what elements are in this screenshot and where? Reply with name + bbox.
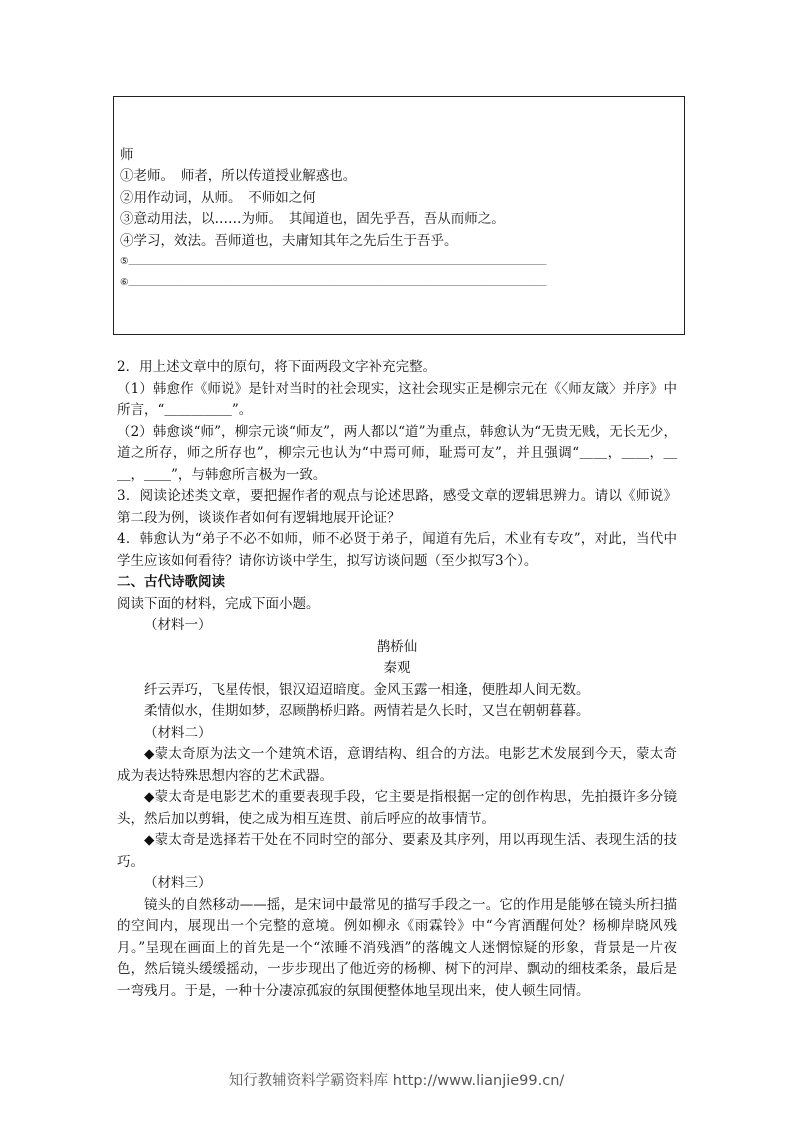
material-2-label: （材料二） bbox=[144, 724, 212, 741]
question-2: 2．用上述文章中的原句，将下面两段文字补充完整。 bbox=[117, 359, 437, 375]
poem-line: 纤云弄巧，飞星传恨，银汉迢迢暗度。金风玉露一相逢，便胜却人间无数。 bbox=[144, 681, 590, 698]
definition-line: ②用作动词，从师。 不师如之何 bbox=[120, 190, 316, 206]
question-3: 3．阅读论述类文章，要把握作者的观点与论述思路，感受文章的逻辑思辨力。请以《师说》第二段为例，谈谈作者如何有逻辑地展开论证？ bbox=[117, 488, 677, 526]
material-2-item: ◆蒙太奇是选择若干处在不同时空的部分、要素及其序列，用以再现生活、表现生活的技巧。 bbox=[117, 832, 677, 870]
poem-line: 柔情似水，佳期如梦，忍顾鹊桥归路。两情若是久长时，又岂在朝朝暮暮。 bbox=[144, 703, 590, 719]
question-4: 4．韩愈认为“弟子不必不如师，师不必贤于弟子，闻道有先后，术业有专攻”，对此，当代中学生应该如何看待？请你访谈中学生，拟写访谈问题（至少拟写3个）。 bbox=[117, 531, 677, 569]
section-instruction: 阅读下面的材料，完成下面小题。 bbox=[117, 595, 320, 612]
material-2-item: ◆蒙太奇是电影艺术的重要表现手段，它主要是指根据一定的创作构思，先拍摄许多分镜头，然后加以剪辑，使之成为相互连贯、前后呼应的故事情节。 bbox=[117, 789, 677, 827]
definition-line: ①老师。 师者，所以传道授业解惑也。 bbox=[120, 168, 357, 184]
section-title: 二、古代诗歌阅读 bbox=[117, 574, 225, 590]
definition-box bbox=[113, 96, 685, 335]
box-heading: 师 bbox=[120, 147, 134, 163]
main-content bbox=[117, 357, 677, 1002]
definition-line: ④学习，效法。吾师道也，夫庸知其年之先后生于吾乎。 bbox=[120, 233, 458, 249]
poem-title: 鹊桥仙 bbox=[376, 638, 418, 655]
material-3-text: 镜头的自然移动——摇，是宋词中最常见的描写手段之一。它的作用是能够在镜头所扫描的空间内，展现出一个完整的意境。例如柳永《雨霖铃》中“今宵酒醒何处？杨柳岸晓风残月。”呈现在画面上的首先是一个“浓睡不消残酒”的落魄文人迷惘惊疑的形象，背景是一片夜色，然后镜头缓缓摇动，一步步现出了他近旁的杨柳、树下的河岸、飘动的细枝柔条，最后是一弯残月。于是，一种十分凄凉孤寂的氛围便整体地呈现出来，使人顿生同情。 bbox=[117, 896, 677, 999]
footer-watermark: 知行教辅资料学霸资料库 http://www.lianjie99.cn/ bbox=[228, 1073, 565, 1089]
blank-line: ⑥＿＿＿＿＿＿＿＿＿＿＿＿＿＿＿＿＿＿＿＿＿＿＿＿＿＿＿＿＿＿＿＿＿＿＿＿＿＿＿＿＿＿＿＿ bbox=[120, 277, 547, 288]
definition-line: ③意动用法，以……为师。 其闻道也，固先乎吾，吾从而师之。 bbox=[120, 211, 505, 227]
material-2-item: ◆蒙太奇原为法文一个建筑术语，意谓结构、组合的方法。电影艺术发展到今天，蒙太奇成为表达特殊思想内容的艺术武器。 bbox=[117, 746, 677, 784]
material-3-label: （材料三） bbox=[144, 875, 212, 891]
blank-line: ⑤＿＿＿＿＿＿＿＿＿＿＿＿＿＿＿＿＿＿＿＿＿＿＿＿＿＿＿＿＿＿＿＿＿＿＿＿＿＿＿＿＿＿＿＿ bbox=[120, 256, 547, 267]
question-2-1: （1）韩愈作《师说》是针对当时的社会现实，这社会现实正是柳宗元在《〈师友箴〉并序》中所言，“＿＿＿＿＿”。 bbox=[117, 380, 677, 418]
question-2-2: （2）韩愈谈“师”，柳宗元谈“师友”，两人都以“道”为重点，韩愈认为“无贵无贱，无长无少，道之所存，师之所存也”，柳宗元也认为“中焉可师，耻焉可友”，并且强调“＿＿，＿＿，＿＿，＿＿”，与韩愈所言极为一致。 bbox=[117, 423, 677, 483]
material-1-label: （材料一） bbox=[144, 617, 212, 633]
poem-author: 秦观 bbox=[383, 660, 411, 676]
